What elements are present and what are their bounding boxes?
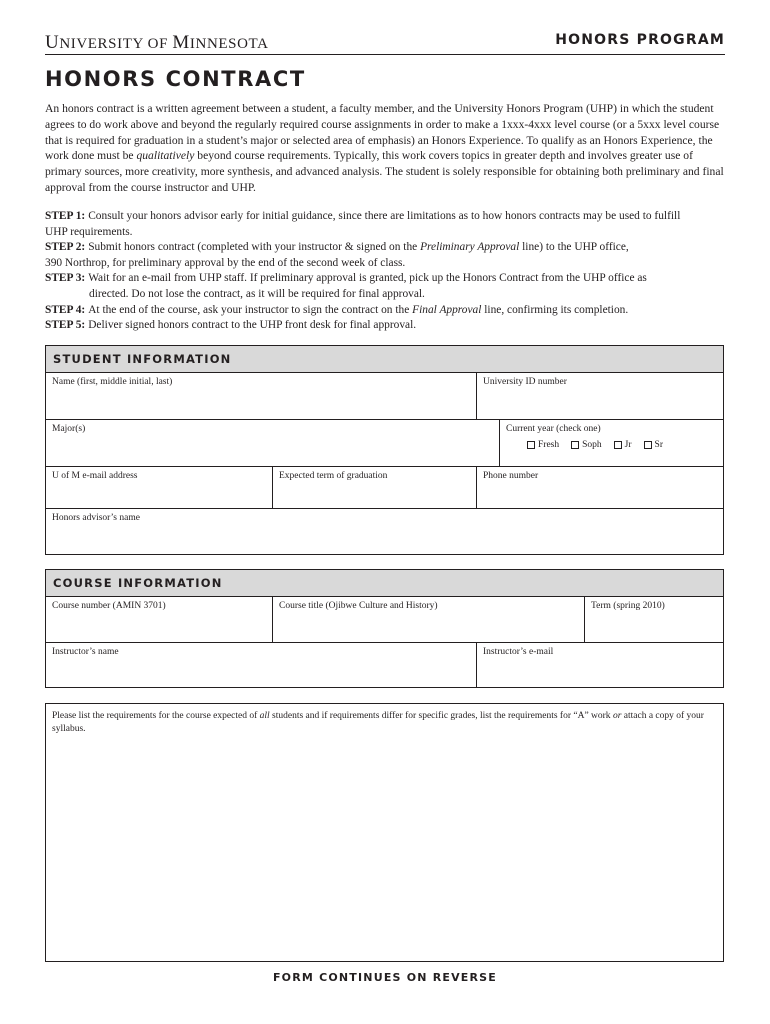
step-label: STEP 3: <box>45 272 86 285</box>
phone-field[interactable]: Phone number <box>476 467 723 508</box>
step-label: STEP 1: <box>45 210 86 222</box>
student-information-section <box>45 345 724 555</box>
course-information-section <box>45 569 724 688</box>
university-wordmark: UNIVERSITY OF MINNESOTA <box>45 32 269 53</box>
checkbox-icon[interactable] <box>644 441 652 449</box>
step-label: STEP 5: <box>45 319 86 332</box>
section-heading: STUDENT INFORMATION <box>46 346 723 373</box>
page-title: HONORS CONTRACT <box>45 67 306 91</box>
course-title-field[interactable]: Course title (Ojibwe Culture and History) <box>272 597 584 642</box>
year-option-soph[interactable]: Soph <box>571 440 602 450</box>
step-1: STEP 1: Consult your honors advisor early for initial guidance, since there are limitations as to how honors contracts may be used to fulfill UHP requirements. <box>45 210 681 238</box>
step-5: STEP 5: Deliver signed honors contract to the UHP front desk for final approval. <box>45 318 730 334</box>
course-requirements-field[interactable]: Please list the requirements for the course expected of all students and if requirements differ for specific grades, list the requirements for “A” work or attach a copy of your syllabus. <box>45 703 724 962</box>
year-option-jr[interactable]: Jr <box>614 440 632 450</box>
year-option-fresh[interactable]: Fresh <box>527 440 559 450</box>
student-name-field[interactable]: Name (first, middle initial, last) <box>52 377 173 387</box>
checkbox-icon[interactable] <box>571 441 579 449</box>
graduation-term-field[interactable]: Expected term of graduation <box>272 467 476 508</box>
checkbox-icon[interactable] <box>614 441 622 449</box>
current-year-field: Current year (check one) Fresh Soph Jr Sr <box>499 420 723 466</box>
step-label: STEP 2: <box>45 241 86 254</box>
instructor-name-field[interactable]: Instructor’s name <box>52 647 119 657</box>
intro-paragraph: An honors contract is a written agreement between a student, a faculty member, and the University Honors Program (UHP) in which the student agrees to do work above and beyond the regularly required course assignments in order to make a 1xxx-4xxx level course (or a 5xxx level course that is required for graduation in a student’s major or selected area of emphasis) an Honors Experience. To qualify as an Honors Experience, the work done must be qualitatively beyond course requirements. Typically, this work covers topics in greater depth and involves greater use of primary sources, more creativity, more synthesis, and advanced analysis. The student is solely responsible for obtaining both preliminary and final approval from the course instructor and UHP. <box>45 102 724 194</box>
section-heading: COURSE INFORMATION <box>46 570 723 597</box>
page-header <box>45 30 725 55</box>
step-3: STEP 3: Wait for an e-mail from UHP staff. If preliminary approval is granted, pick up the Honors Contract from the UHP office as directed. Do not lose the contract, as it will be required for final approval. <box>45 272 647 300</box>
year-option-sr[interactable]: Sr <box>644 440 663 450</box>
course-number-field[interactable]: Course number (AMIN 3701) <box>52 601 166 611</box>
form-continues-note: FORM CONTINUES ON REVERSE <box>272 971 498 984</box>
step-4: STEP 4: At the end of the course, ask your instructor to sign the contract on the Final Approval line, confirming its completion. <box>45 303 730 319</box>
step-label: STEP 4: <box>45 303 86 316</box>
term-field[interactable]: Term (spring 2010) <box>584 597 723 642</box>
major-field[interactable]: Major(s) <box>52 424 86 434</box>
university-id-field[interactable]: University ID number <box>476 373 723 419</box>
instructor-email-field[interactable]: Instructor’s e-mail <box>476 643 723 687</box>
honors-advisor-field[interactable]: Honors advisor’s name <box>52 513 140 523</box>
umn-email-field[interactable]: U of M e-mail address <box>52 471 138 481</box>
checkbox-icon[interactable] <box>527 441 535 449</box>
step-2: STEP 2: Submit honors contract (completed with your instructor & signed on the Preliminary Approval line) to the UHP office, 390 Northrop, for preliminary approval by the end of the second week of class. <box>45 241 629 269</box>
program-name: HONORS PROGRAM <box>555 32 725 48</box>
steps-list <box>45 209 730 334</box>
